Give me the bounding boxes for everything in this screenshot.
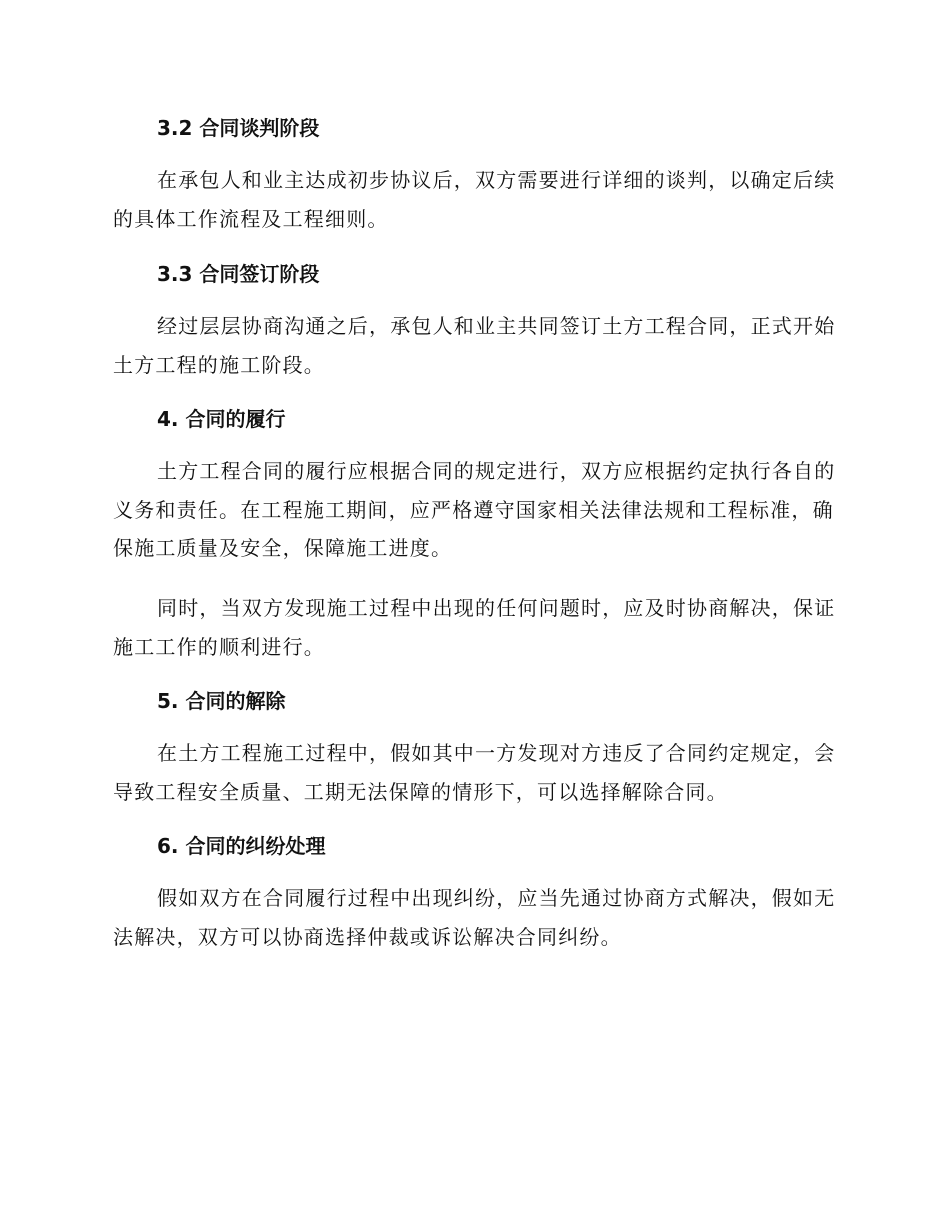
section-body-3-3	[113, 307, 838, 384]
section-body-4	[113, 452, 838, 568]
paragraph: 在土方工程施工过程中，假如其中一方发现对方违反了合同约定规定，会导致工程安全质量、工期无法保障的情形下，可以选择解除合同。	[113, 741, 836, 804]
paragraph: 假如双方在合同履行过程中出现纠纷，应当先通过协商方式解决，假如无法解决，双方可以协商选择仲裁或诉讼解决合同纠纷。	[113, 886, 836, 949]
paragraph: 经过层层协商沟通之后，承包人和业主共同签订土方工程合同，正式开始土方工程的施工阶段。	[113, 314, 836, 377]
section-body-5	[113, 734, 838, 811]
paragraph: 同时，当双方发现施工过程中出现的任何问题时，应及时协商解决，保证施工工作的顺利进行。	[113, 596, 836, 659]
section-body-4b	[113, 589, 838, 666]
section-heading-6: 6. 合同的纠纷处理	[157, 834, 326, 858]
section-heading-5: 5. 合同的解除	[157, 689, 286, 713]
paragraph: 土方工程合同的履行应根据合同的规定进行，双方应根据约定执行各自的义务和责任。在工程施工期间，应严格遵守国家相关法律法规和工程标准，确保施工质量及安全，保障施工进度。	[113, 459, 836, 560]
section-heading-4: 4. 合同的履行	[157, 407, 286, 431]
section-body-6	[113, 879, 838, 956]
section-heading-3-3: 3.3 合同签订阶段	[157, 262, 320, 286]
paragraph: 在承包人和业主达成初步协议后，双方需要进行详细的谈判，以确定后续的具体工作流程及工程细则。	[113, 168, 836, 231]
section-body-3-2	[113, 161, 838, 238]
section-heading-3-2: 3.2 合同谈判阶段	[157, 116, 320, 140]
